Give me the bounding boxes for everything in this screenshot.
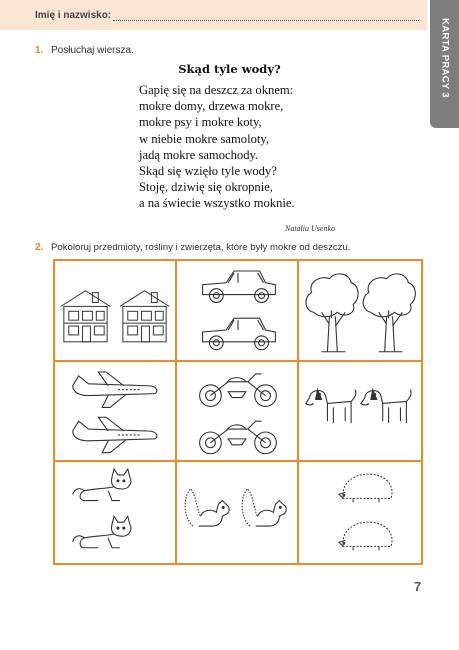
poem [139, 82, 295, 212]
poem-line: a na świecie wszystko moknie. [139, 196, 295, 211]
grid-cell-motorcycles[interactable] [177, 362, 299, 463]
houses-icon [55, 261, 175, 360]
poem-line: mokre psy i mokre koty, [139, 115, 262, 130]
hedgehogs-icon [299, 462, 421, 563]
poem-author: Natalia Usenko [285, 224, 335, 233]
poem-line: mokre domy, drzewa mokre, [139, 99, 284, 114]
grid-cell-cats[interactable] [55, 462, 177, 563]
poem-line: Gapię się na deszcz za oknem: [139, 83, 294, 97]
task-1-instruction: Posłuchaj wiersza. [51, 45, 134, 56]
grid-cell-trees[interactable] [299, 261, 421, 362]
header-bar [0, 0, 427, 30]
coloring-grid [53, 259, 423, 565]
poem-line: Skąd się wzięło tyle wody? [139, 164, 277, 179]
poem-title: Skąd tyle wody? [178, 62, 281, 76]
motorcycles-icon [177, 362, 297, 461]
grid-cell-dogs[interactable] [299, 362, 421, 463]
dogs-icon [299, 362, 421, 461]
name-label: Imię i nazwisko: [35, 10, 112, 21]
grid-cell-airplanes[interactable] [55, 362, 177, 463]
page-number: 7 [414, 579, 422, 594]
name-input-line[interactable] [113, 20, 419, 21]
cats-icon [55, 462, 175, 563]
airplanes-icon [55, 362, 175, 461]
squirrels-icon [177, 462, 297, 563]
task-2-number: 2. [35, 242, 44, 253]
grid-cell-houses[interactable] [55, 261, 177, 362]
side-tab-label: KARTA PRACY 3 [439, 18, 450, 98]
task-2-instruction: Pokoloruj przedmioty, rośliny i zwierzęta, które były mokre od deszczu. [51, 242, 351, 253]
cars-icon [177, 261, 297, 360]
trees-icon [299, 261, 421, 360]
poem-line: Stoję, dziwię się okropnie, [139, 180, 273, 195]
task-1-number: 1. [35, 45, 44, 56]
poem-line: jadą mokre samochody. [139, 147, 259, 162]
grid-cell-cars[interactable] [177, 261, 299, 362]
grid-cell-hedgehogs[interactable] [299, 462, 421, 563]
grid-cell-squirrels[interactable] [177, 462, 299, 563]
poem-line: w niebie mokre samoloty, [139, 131, 269, 146]
